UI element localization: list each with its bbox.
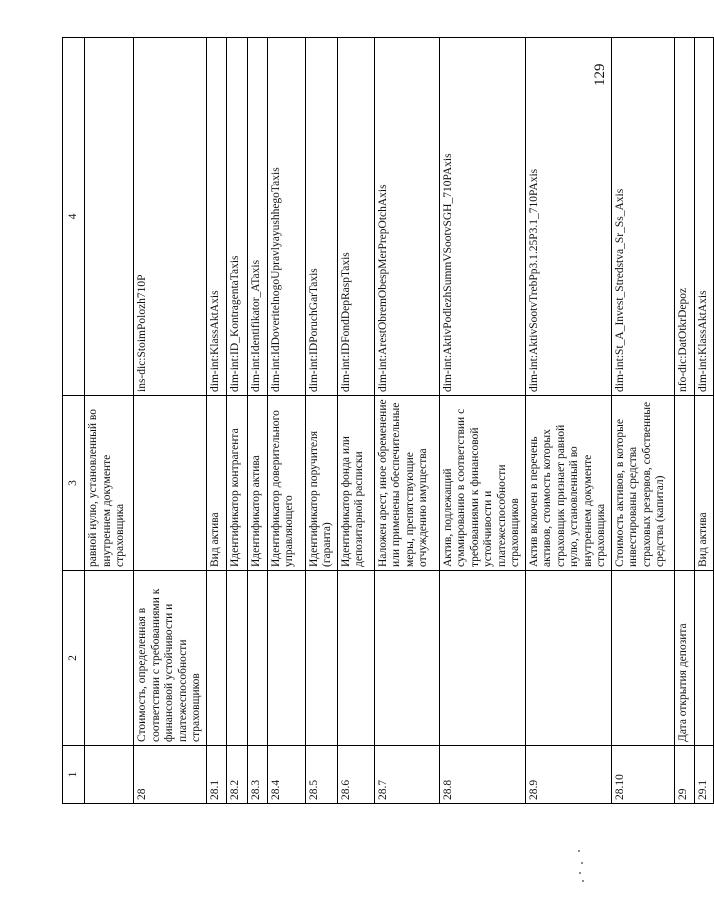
cell-name bbox=[85, 571, 134, 746]
cell-dim: dim-int:KlassAktAxis bbox=[694, 38, 713, 396]
table-row bbox=[525, 38, 611, 804]
table-row bbox=[674, 38, 694, 804]
table-row bbox=[337, 38, 374, 804]
cell-code: 28.4 bbox=[267, 746, 305, 804]
cell-code: 28.6 bbox=[337, 746, 374, 804]
cell-name bbox=[305, 571, 337, 746]
table-row bbox=[134, 38, 207, 804]
cell-name bbox=[611, 571, 674, 746]
cell-dim: nfo-dic:DatOtkrDepoz bbox=[674, 38, 694, 396]
cell-code: 29 bbox=[674, 746, 694, 804]
table-row bbox=[694, 38, 713, 804]
cell-code: 28.1 bbox=[206, 746, 226, 804]
cell-desc: Вид актива bbox=[694, 396, 713, 571]
table-row bbox=[206, 38, 226, 804]
header-cell: 2 bbox=[63, 571, 85, 746]
cell-dim: dim-int:St_A_Invest_Stredstva_Sr_Ss_Axis bbox=[611, 38, 674, 396]
cell-desc: Стоимость активов, в которые инвестированы средства страховых резервов, собственные средства (капитал) bbox=[611, 396, 674, 571]
cell-dim: dim-int:ArestObremObespMerPrepOtchAxis bbox=[374, 38, 439, 396]
cell-dim: dim-int:AktivPodlezhSummVSootvSGH_710PAxis bbox=[439, 38, 525, 396]
header-cell: 1 bbox=[63, 746, 85, 804]
cell-dim bbox=[85, 38, 134, 396]
cell-desc: Актив включен в перечень активов, стоимость которых страховщик признает равной нулю, установленный во внутреннем документе страховщика bbox=[525, 396, 611, 571]
table-row bbox=[374, 38, 439, 804]
cell-name bbox=[439, 571, 525, 746]
cell-desc: Идентификатор контрагента bbox=[226, 396, 247, 571]
cell-dim: dim-int:IDPoruchGarTaxis bbox=[305, 38, 337, 396]
header-cell: 4 bbox=[63, 38, 85, 396]
cell-dim: dim-int:AktivSootvTrebPp3.1.25P3.1_710PAxis bbox=[525, 38, 611, 396]
table-header-row bbox=[63, 38, 85, 804]
cell-desc: Идентификатор доверительного управляющего bbox=[267, 396, 305, 571]
cell-name bbox=[694, 571, 713, 746]
cell-desc: Идентификатор фонда или депозитарной расписки bbox=[337, 396, 374, 571]
table-row bbox=[85, 38, 134, 804]
cell-dim: dim-int:KlassAktAxis bbox=[206, 38, 226, 396]
scan-artifact-dots bbox=[576, 848, 586, 888]
table-row bbox=[267, 38, 305, 804]
cell-dim: ins-dic:StoimPolozh710P bbox=[134, 38, 207, 396]
cell-name bbox=[525, 571, 611, 746]
cell-desc bbox=[134, 396, 207, 571]
cell-dim: dim-int:ID_KontragentaTaxis bbox=[226, 38, 247, 396]
cell-code: 28.7 bbox=[374, 746, 439, 804]
cell-desc: Идентификатор поручителя (гаранта) bbox=[305, 396, 337, 571]
cell-code: 28.3 bbox=[247, 746, 267, 804]
cell-code: 28.5 bbox=[305, 746, 337, 804]
cell-code: 29.1 bbox=[694, 746, 713, 804]
table-row bbox=[247, 38, 267, 804]
cell-dim: dim-int:Identifikator_ATaxis bbox=[247, 38, 267, 396]
table-row bbox=[439, 38, 525, 804]
table-row bbox=[305, 38, 337, 804]
cell-name bbox=[374, 571, 439, 746]
cell-name: Дата открытия депозита bbox=[674, 571, 694, 746]
page-number: 129 bbox=[592, 63, 608, 86]
cell-desc: Идентификатор актива bbox=[247, 396, 267, 571]
cell-dim: dim-int:IDFondDepRaspTaxis bbox=[337, 38, 374, 396]
cell-desc: Актив, подлежащий суммированию в соответствии с требованиями к финансовой устойчивости и платежеспособности страховщиков bbox=[439, 396, 525, 571]
cell-code: 28.2 bbox=[226, 746, 247, 804]
cell-code: 28.10 bbox=[611, 746, 674, 804]
header-cell: 3 bbox=[63, 396, 85, 571]
cell-code bbox=[85, 746, 134, 804]
cell-desc bbox=[674, 396, 694, 571]
cell-code: 28 bbox=[134, 746, 207, 804]
cell-name bbox=[337, 571, 374, 746]
table-row bbox=[611, 38, 674, 804]
table-row bbox=[226, 38, 247, 804]
cell-desc: Вид актива bbox=[206, 396, 226, 571]
cell-code: 28.9 bbox=[525, 746, 611, 804]
cell-name bbox=[226, 571, 247, 746]
cell-desc: Наложен арест, иное обременение или применены обеспечительные меры, препятствующие отчуждению имущества bbox=[374, 396, 439, 571]
cell-name bbox=[267, 571, 305, 746]
cell-name: Стоимость, определенная в соответствии с требованиями к финансовой устойчивости и платежеспособности страховщиков bbox=[134, 571, 207, 746]
cell-dim: dim-int:IdDoveritelnogoUpravlyayushhegoTaxis bbox=[267, 38, 305, 396]
cell-name bbox=[206, 571, 226, 746]
cell-desc: равной нулю, установленный во внутреннем документе страховщика bbox=[85, 396, 134, 571]
rotated-table-container bbox=[62, 38, 709, 804]
cell-code: 28.8 bbox=[439, 746, 525, 804]
cell-name bbox=[247, 571, 267, 746]
data-table bbox=[62, 37, 714, 804]
